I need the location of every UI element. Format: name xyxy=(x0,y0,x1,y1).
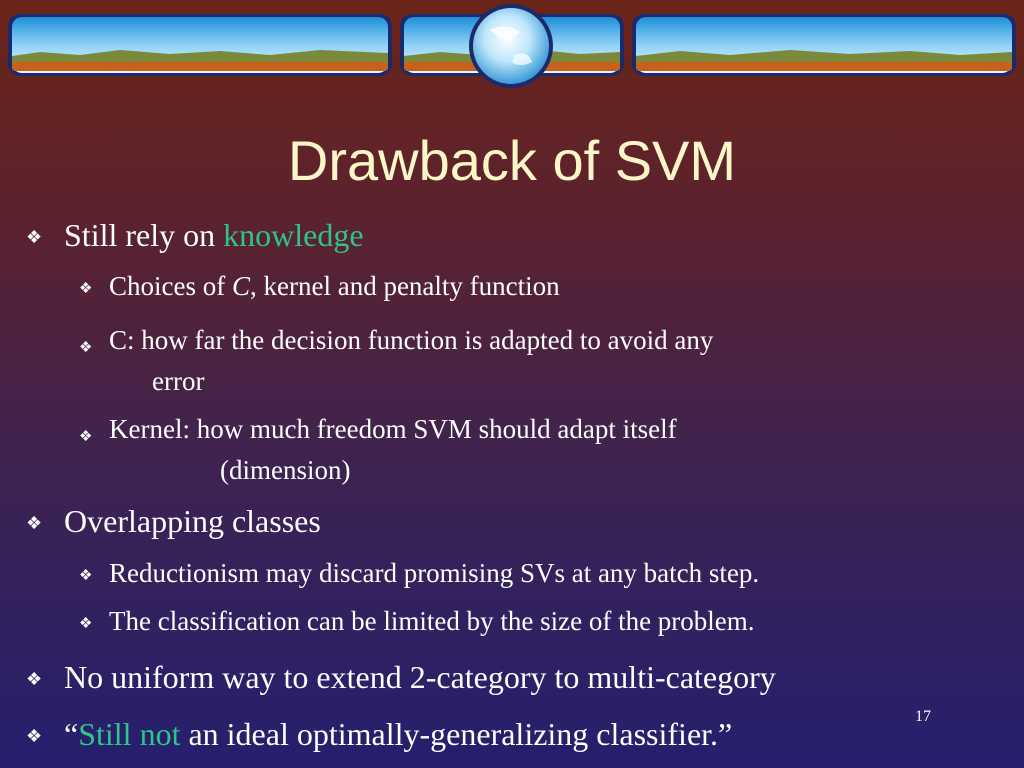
diamond-bullet-icon: ❖ xyxy=(26,726,43,746)
sub-bullet-kernel xyxy=(79,409,677,491)
bullet-text: Still rely on xyxy=(64,217,224,253)
banner-panel-right xyxy=(632,14,1016,76)
bullet-no-uniform xyxy=(26,659,776,696)
diamond-bullet-icon: ❖ xyxy=(79,616,93,632)
bullet-text: an ideal optimally-generalizing classifier.” xyxy=(180,716,733,752)
diamond-bullet-icon: ❖ xyxy=(79,568,93,584)
diamond-bullet-icon: ❖ xyxy=(26,227,43,247)
bullet-text: Reductionism may discard promising SVs at any batch step. xyxy=(109,558,760,588)
bullet-text: Choices of xyxy=(109,271,232,301)
diamond-bullet-icon: ❖ xyxy=(79,340,93,356)
globe-icon xyxy=(469,4,553,88)
sub-bullet-classification xyxy=(79,606,755,637)
bullet-text: The classification can be limited by the size of the problem. xyxy=(109,606,755,636)
bullet-still-not xyxy=(26,716,733,753)
diamond-bullet-icon: ❖ xyxy=(79,281,93,297)
bullet-text-continued: (dimension) xyxy=(220,455,351,485)
bullet-text: , kernel and penalty function xyxy=(250,271,560,301)
bullet-text: Kernel: how much freedom SVM should adapt itself xyxy=(109,414,677,444)
bullet-text: C: how far the decision function is adapted to avoid any xyxy=(109,325,714,355)
page-number: 17 xyxy=(915,708,931,725)
bullet-open-quote: “ xyxy=(64,716,79,752)
sub-bullet-c xyxy=(79,320,714,402)
diamond-bullet-icon: ❖ xyxy=(79,429,93,445)
bullet-still-rely xyxy=(26,217,364,254)
bullet-overlapping xyxy=(26,503,321,540)
bullet-text: No uniform way to extend 2-category to multi-category xyxy=(64,659,776,695)
diamond-bullet-icon: ❖ xyxy=(26,513,43,533)
banner-panel-left xyxy=(8,14,392,76)
bullet-italic-text: C xyxy=(231,271,250,301)
sub-bullet-reductionism xyxy=(79,558,760,589)
sub-bullet-choices xyxy=(79,271,560,302)
landscape-banner xyxy=(0,0,1024,100)
bullet-text: Overlapping classes xyxy=(64,503,321,539)
diamond-bullet-icon: ❖ xyxy=(26,669,43,689)
bullet-accent-text: knowledge xyxy=(223,217,364,253)
slide-title: Drawback of SVM xyxy=(287,129,737,192)
bullet-text-continued: error xyxy=(152,366,205,396)
bullet-accent-text: Still not xyxy=(78,716,181,752)
